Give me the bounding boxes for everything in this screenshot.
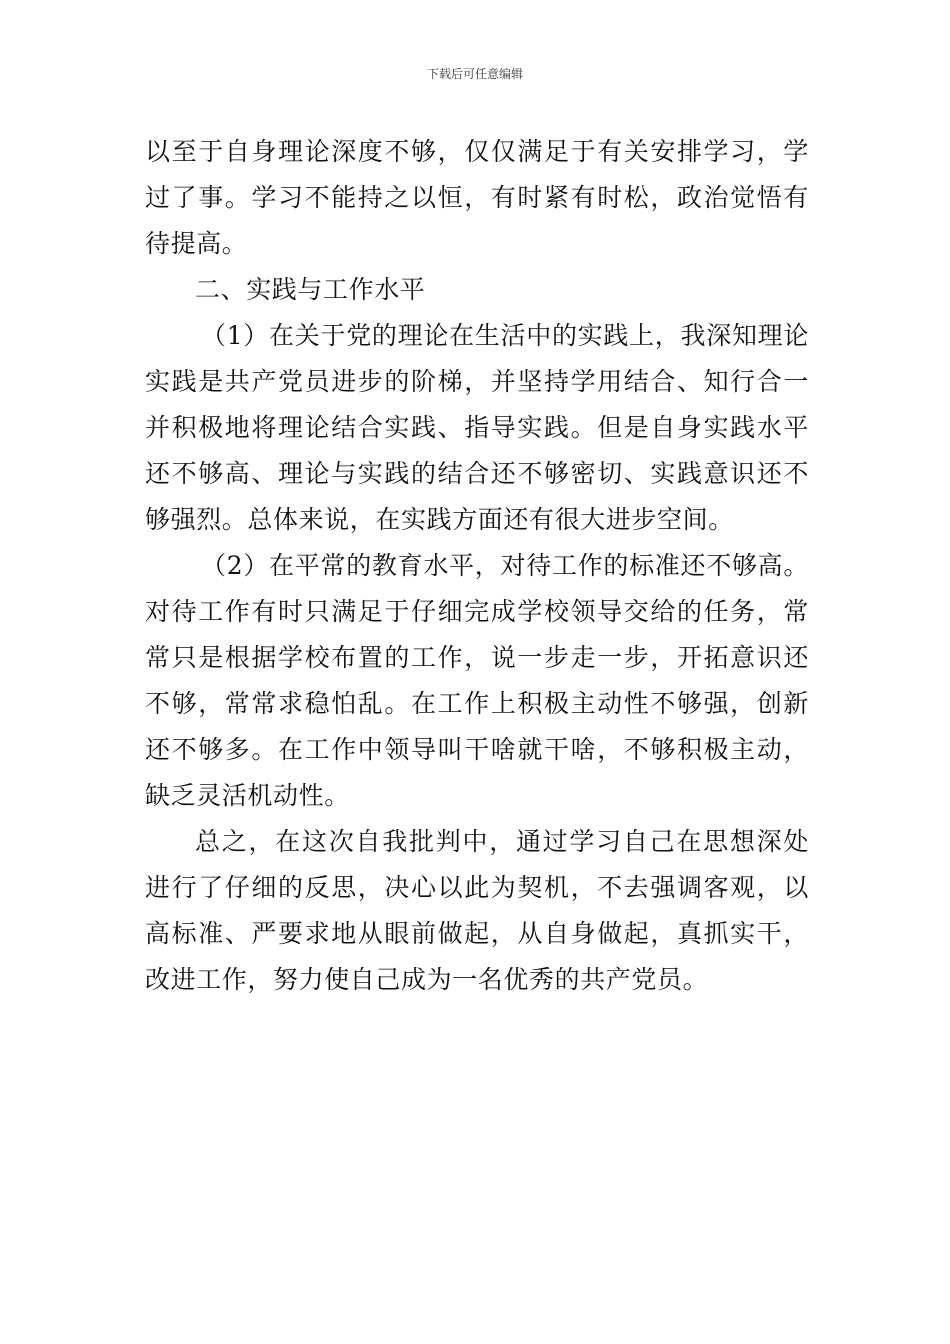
paragraph-item-1: （1）在关于党的理论在生活中的实践上，我深知理论实践是共产党员进步的阶梯，并坚持学用结合、知行合一并积极地将理论结合实践、指导实践。但是自身实践水平还不够高、理论与实践的结合还不够密切、实践意识还不够强烈。总体来说，在实践方面还有很大进步空间。 <box>145 321 809 534</box>
paragraph-continuation: 以至于自身理论深度不够，仅仅满足于有关安排学习，学过了事。学习不能持之以恒，有时紧有时松，政治觉悟有待提高。 <box>145 137 809 258</box>
section-heading-practice: 二、实践与工作水平 <box>195 275 426 304</box>
document-body <box>145 129 809 1003</box>
paragraph-conclusion: 总之，在这次自我批判中，通过学习自己在思想深处进行了仔细的反思，决心以此为契机，不去强调客观，以高标准、严要求地从眼前做起，从自身做起，真抓实干，改进工作，努力使自己成为一名优秀的共产党员。 <box>145 827 809 994</box>
paragraph-item-2: （2）在平常的教育水平，对待工作的标准还不够高。对待工作有时只满足于仔细完成学校领导交给的任务，常常只是根据学校布置的工作，说一步走一步，开拓意识还不够，常常求稳怕乱。在工作上积极主动性不够强，创新还不够多。在工作中领导叫干啥就干啥，不够积极主动，缺乏灵活机动性。 <box>145 551 809 810</box>
page-header: 下载后可任意编辑 <box>426 67 523 81</box>
